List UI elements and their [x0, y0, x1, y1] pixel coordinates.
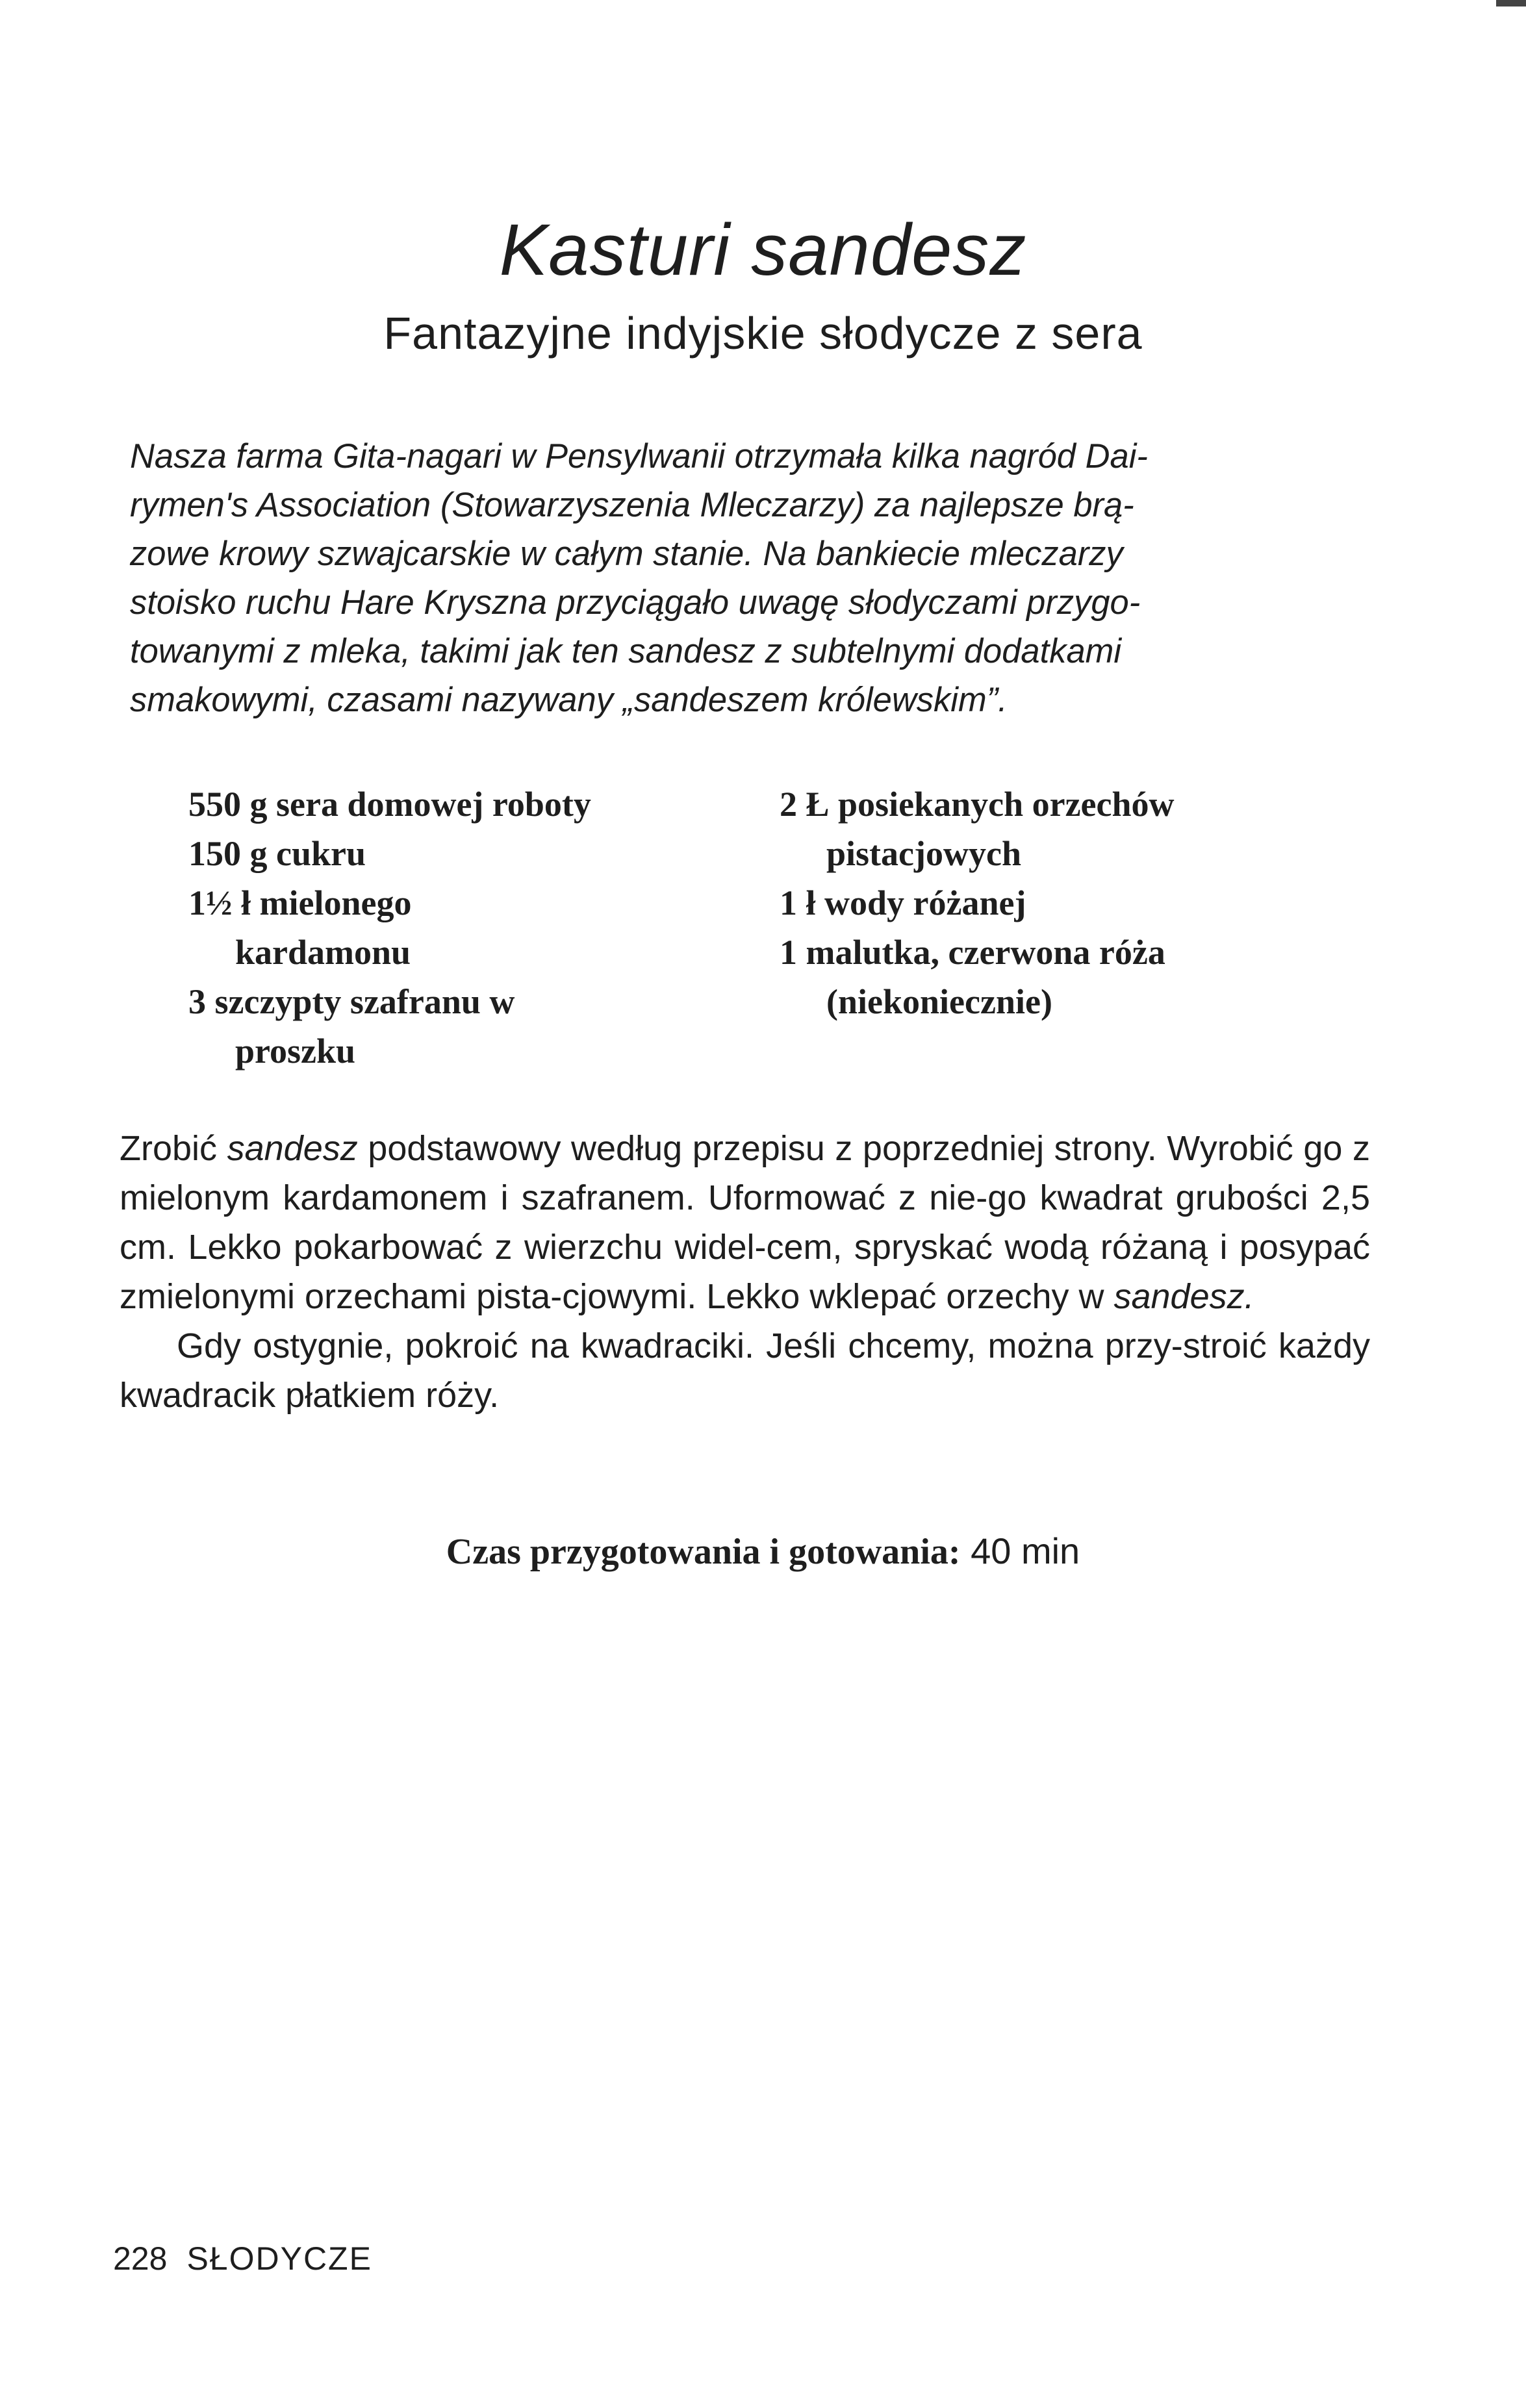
intro-line: smakowymi, czasami nazywany „sandeszem królewskim”. — [130, 681, 1008, 719]
ingredient-item: 2 Ł posiekanych orzechów pistacjowych — [780, 785, 1175, 873]
intro-line: stoisko ruchu Hare Kryszna przyciągało uwagę słodyczami przygo- — [130, 583, 1141, 622]
prep-time-label: Czas przygotowania i gotowania: — [446, 1532, 961, 1572]
prep-time-value: 40 min — [971, 1530, 1080, 1571]
page-number: 228 — [113, 2240, 168, 2277]
ingredient-item: 3 szczypty szafranu w proszku — [188, 982, 515, 1071]
intro-line: rymen's Association (Stowarzyszenia Mleczarzy) za najlepsze brą- — [130, 486, 1134, 524]
method-paragraph — [120, 1321, 1370, 1420]
ingredient-item: 1½ ł mielonego kardamonu — [188, 883, 412, 972]
intro-line: Nasza farma Gita-nagari w Pensylwanii otrzymała kilka nagród Dai- — [130, 437, 1148, 475]
recipe-title: Kasturi sandesz — [499, 209, 1027, 290]
recipe-subtitle: Fantazyjne indyjskie słodycze z sera — [383, 308, 1143, 359]
italic-term: sandesz. — [1113, 1277, 1254, 1316]
ingredient-item: 550 g sera domowej roboty — [188, 785, 591, 824]
recipe-method — [120, 1124, 1370, 1420]
ingredients-left-column — [188, 779, 747, 1076]
scan-corner-mark — [1496, 0, 1526, 6]
method-paragraph — [120, 1124, 1370, 1321]
text-segment: Zrobić — [120, 1129, 227, 1168]
ingredient-item: 150 g cukru — [188, 834, 366, 873]
italic-term: sandesz — [227, 1129, 358, 1168]
ingredient-item: 1 malutka, czerwona róża (niekoniecznie) — [780, 933, 1165, 1021]
intro-line: towanymi z mleka, takimi jak ten sandesz z subtelnymi dodatkami — [130, 632, 1122, 670]
ingredient-item: 1 ł wody różanej — [780, 883, 1026, 922]
intro-line: zowe krowy szwajcarskie w całym stanie. Na bankiecie mleczarzy — [130, 535, 1123, 573]
section-name: SŁODYCZE — [186, 2240, 372, 2277]
text-segment: Gdy ostygnie, pokroić na kwadraciki. Jeśli chcemy, można przy-stroić każdy kwadracik płatkiem róży. — [120, 1326, 1370, 1415]
ingredients-right-column — [780, 779, 1390, 1026]
page-footer — [113, 2238, 372, 2279]
text-segment: podstawowy według przepisu z poprzedniej strony. Wyrobić go z mielonym kardamonem i szafranem. Uformować z nie-go kwadrat grubości 2,5 cm. Lekko pokarbować z wierzchu widel-cem, spryskać wodą różaną i posypać zmielonymi orzechami pista-cjowymi. Lekko wklepać orzechy w — [120, 1129, 1370, 1316]
prep-time — [0, 1527, 1526, 1577]
recipe-intro — [130, 432, 1377, 724]
